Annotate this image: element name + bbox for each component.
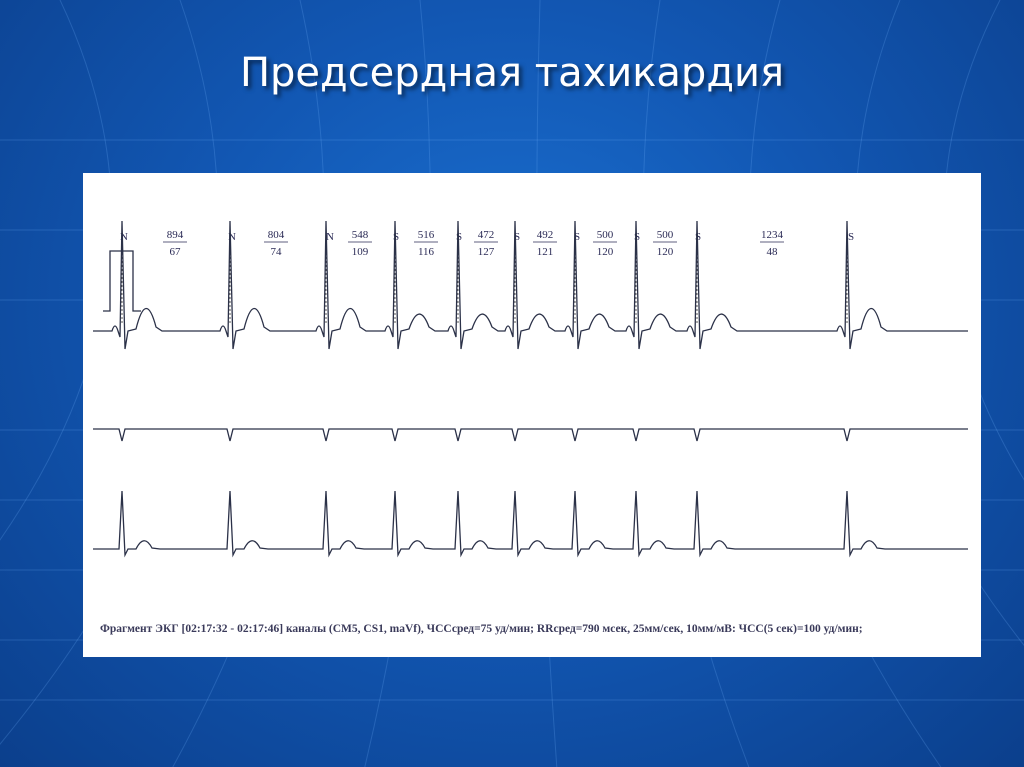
rr-interval-value: 500 bbox=[596, 229, 614, 241]
ecg-strip bbox=[83, 173, 981, 657]
ecg-traces bbox=[93, 221, 968, 555]
slide-title: Предсердная тахикардия bbox=[239, 50, 785, 96]
beat-type-label: N bbox=[326, 231, 334, 243]
heart-rate-value: 120 bbox=[656, 246, 674, 258]
rr-interval-value: 500 bbox=[656, 229, 674, 241]
heart-rate-value: 48 bbox=[766, 246, 778, 258]
ecg-caption: Фрагмент ЭКГ [02:17:32 - 02:17:46] каналы (CM5, CS1, maVf), ЧССсред=75 уд/мин; RRсред=790 мсек, 25мм/сек, 10мм/мВ: ЧСС(5 сек)=100 уд/мин; bbox=[100, 623, 863, 635]
ecg-trace-channel-2 bbox=[93, 429, 968, 441]
ecg-panel bbox=[83, 173, 981, 657]
beat-type-label: S bbox=[393, 231, 400, 243]
beat-type-label: S bbox=[574, 231, 581, 243]
beat-type-label: S bbox=[848, 231, 855, 243]
rr-interval-labels bbox=[163, 229, 784, 258]
heart-rate-value: 120 bbox=[596, 246, 614, 258]
heart-rate-value: 116 bbox=[417, 246, 435, 258]
beat-type-label: S bbox=[695, 231, 702, 243]
rr-interval-value: 472 bbox=[477, 229, 495, 241]
rr-interval-value: 1234 bbox=[761, 229, 783, 241]
rr-interval-value: 894 bbox=[166, 229, 184, 241]
rr-interval-value: 548 bbox=[351, 229, 369, 241]
beat-type-label: S bbox=[514, 231, 521, 243]
beat-type-label: S bbox=[634, 231, 641, 243]
ecg-trace-channel-1 bbox=[93, 221, 968, 349]
beat-type-label: N bbox=[120, 231, 128, 243]
rr-interval-value: 516 bbox=[417, 229, 435, 241]
beat-type-label: S bbox=[456, 231, 463, 243]
ecg-trace-channel-3 bbox=[93, 491, 968, 555]
heart-rate-value: 67 bbox=[169, 246, 181, 258]
heart-rate-value: 109 bbox=[351, 246, 369, 258]
beat-type-label: N bbox=[228, 231, 236, 243]
rr-interval-value: 492 bbox=[536, 229, 554, 241]
heart-rate-value: 74 bbox=[270, 246, 282, 258]
heart-rate-value: 127 bbox=[477, 246, 495, 258]
heart-rate-value: 121 bbox=[536, 246, 554, 258]
rr-interval-value: 804 bbox=[267, 229, 285, 241]
